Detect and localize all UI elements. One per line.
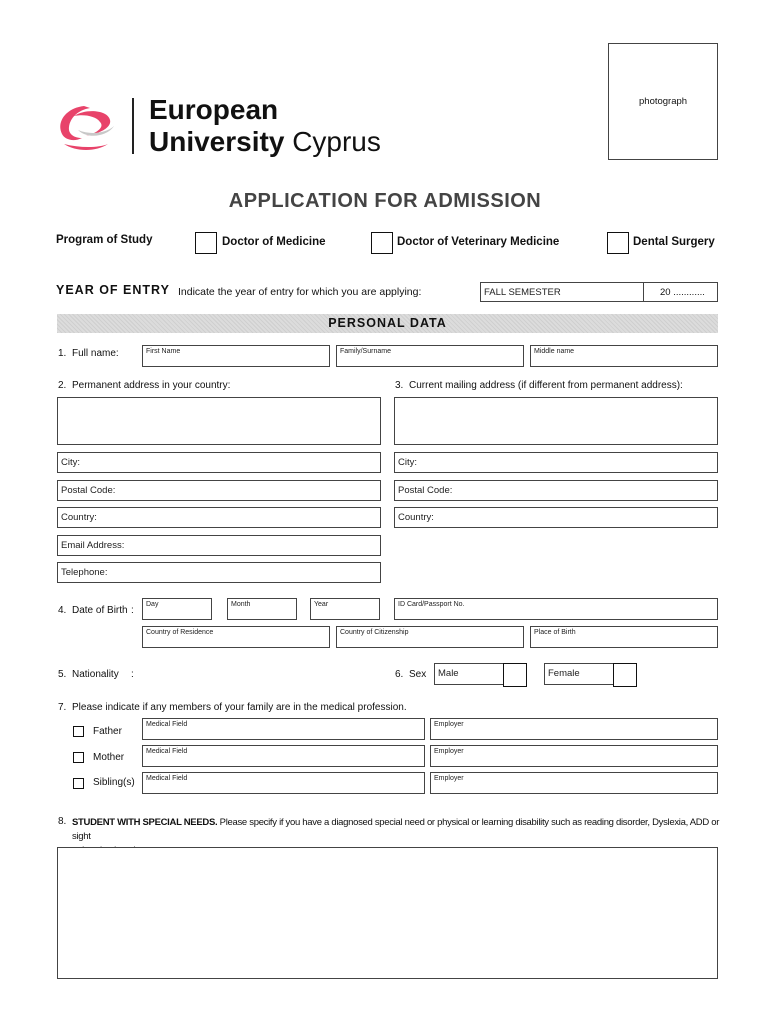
- middle-name-field[interactable]: [530, 345, 718, 367]
- semester-field: [480, 282, 644, 302]
- q4-number: 4.: [58, 605, 67, 616]
- logo-divider: [132, 98, 134, 154]
- dob-day-caption: Day: [146, 601, 159, 608]
- photograph-box[interactable]: [608, 43, 718, 160]
- semester-text: FALL SEMESTER: [484, 287, 561, 298]
- father-label: Father: [93, 726, 122, 737]
- id-passport-field[interactable]: [394, 598, 718, 620]
- q5-label: Nationality: [72, 669, 119, 680]
- mother-label: Mother: [93, 752, 125, 763]
- dob-year-caption: Year: [314, 601, 329, 608]
- telephone-label: Telephone:: [61, 567, 108, 578]
- father-medical-field[interactable]: [142, 718, 425, 740]
- q6-label: Sex: [409, 669, 427, 680]
- q5-colon: :: [131, 669, 134, 680]
- q3-number: 3.: [395, 380, 404, 391]
- program-label: Program of Study: [56, 234, 153, 246]
- q6-number: 6.: [395, 669, 404, 680]
- male-checkbox[interactable]: [503, 663, 527, 687]
- year-text: 20 ............: [660, 287, 705, 298]
- male-label: Male: [438, 668, 459, 679]
- father-medical-caption: Medical Field: [146, 721, 188, 728]
- q3-label: Current mailing address (if different from permanent address):: [409, 380, 683, 391]
- photograph-label: photograph: [639, 96, 688, 107]
- first-name-field[interactable]: [142, 345, 330, 367]
- veterinary-option-label: Doctor of Veterinary Medicine: [397, 236, 560, 248]
- year-entry-instruction: Indicate the year of entry for which you are applying:: [178, 286, 422, 298]
- female-option: [544, 663, 614, 685]
- nationality-field[interactable]: [142, 663, 380, 685]
- year-entry-label: YEAR OF ENTRY: [56, 283, 170, 297]
- father-employer-field[interactable]: [430, 718, 718, 740]
- personal-data-header: [57, 314, 718, 333]
- mailing-country-field[interactable]: [394, 507, 718, 528]
- sibling-medical-caption: Medical Field: [146, 775, 188, 782]
- permanent-address-field[interactable]: [57, 397, 381, 445]
- year-field[interactable]: [643, 282, 718, 302]
- middle-name-caption: Middle name: [534, 348, 575, 355]
- email-field[interactable]: [57, 535, 381, 556]
- permanent-postal-field[interactable]: [57, 480, 381, 501]
- logo-text-cyprus: Cyprus: [292, 126, 381, 157]
- family-name-field[interactable]: [336, 345, 524, 367]
- mother-checkbox[interactable]: [73, 752, 84, 763]
- mailing-city-label: City:: [398, 457, 417, 468]
- special-needs-field[interactable]: [57, 847, 718, 979]
- veterinary-checkbox[interactable]: [371, 232, 393, 254]
- first-name-caption: First Name: [146, 348, 181, 355]
- logo-swoosh-icon: [52, 96, 132, 160]
- university-logo: [52, 92, 392, 162]
- dental-checkbox[interactable]: [607, 232, 629, 254]
- logo-text-line2: [149, 126, 381, 158]
- place-birth-caption: Place of Birth: [534, 629, 576, 636]
- mother-medical-caption: Medical Field: [146, 748, 188, 755]
- mailing-country-label: Country:: [398, 512, 434, 523]
- medicine-checkbox[interactable]: [195, 232, 217, 254]
- mailing-postal-field[interactable]: [394, 480, 718, 501]
- sibling-employer-field[interactable]: [430, 772, 718, 794]
- permanent-city-label: City:: [61, 457, 80, 468]
- q7-label: Please indicate if any members of your family are in the medical profession.: [72, 702, 407, 713]
- q2-number: 2.: [58, 380, 67, 391]
- sibling-label: Sibling(s): [93, 777, 135, 788]
- mother-employer-field[interactable]: [430, 745, 718, 767]
- q8-number: 8.: [58, 816, 67, 827]
- dental-option-label: Dental Surgery: [633, 236, 715, 248]
- dob-year-field[interactable]: [310, 598, 380, 620]
- medicine-option-label: Doctor of Medicine: [222, 236, 326, 248]
- country-residence-field[interactable]: [142, 626, 330, 648]
- q8-description: Please specify if you have a diagnosed special need or physical or learning disability such as reading disorder, Dyslexia, ADD or sight: [72, 817, 720, 842]
- permanent-postal-label: Postal Code:: [61, 485, 116, 496]
- female-label: Female: [548, 668, 580, 679]
- id-passport-caption: ID Card/Passport No.: [398, 601, 465, 608]
- q1-label: Full name:: [72, 348, 119, 359]
- mailing-city-field[interactable]: [394, 452, 718, 473]
- mother-employer-caption: Employer: [434, 748, 464, 755]
- q7-number: 7.: [58, 702, 67, 713]
- q2-label: Permanent address in your country:: [72, 380, 231, 391]
- permanent-city-field[interactable]: [57, 452, 381, 473]
- mailing-address-field[interactable]: [394, 397, 718, 445]
- mailing-postal-label: Postal Code:: [398, 485, 453, 496]
- place-birth-field[interactable]: [530, 626, 718, 648]
- dob-month-caption: Month: [231, 601, 251, 608]
- q4-colon: :: [131, 605, 134, 616]
- q5-number: 5.: [58, 669, 67, 680]
- q1-number: 1.: [58, 348, 67, 359]
- logo-text-line1: European: [149, 94, 279, 125]
- female-checkbox[interactable]: [613, 663, 637, 687]
- father-employer-caption: Employer: [434, 721, 464, 728]
- sibling-medical-field[interactable]: [142, 772, 425, 794]
- email-label: Email Address:: [61, 540, 125, 551]
- permanent-country-label: Country:: [61, 512, 97, 523]
- country-citizenship-caption: Country of Citizenship: [340, 629, 409, 636]
- mother-medical-field[interactable]: [142, 745, 425, 767]
- country-citizenship-field[interactable]: [336, 626, 524, 648]
- dob-month-field[interactable]: [227, 598, 297, 620]
- sibling-checkbox[interactable]: [73, 778, 84, 789]
- form-title: APPLICATION FOR ADMISSION: [228, 190, 542, 212]
- dob-day-field[interactable]: [142, 598, 212, 620]
- logo-text-university: University: [149, 126, 285, 157]
- father-checkbox[interactable]: [73, 726, 84, 737]
- personal-data-title: PERSONAL DATA: [328, 316, 447, 330]
- sibling-employer-caption: Employer: [434, 775, 464, 782]
- q4-label: Date of Birth: [72, 605, 128, 616]
- country-residence-caption: Country of Residence: [146, 629, 214, 636]
- permanent-country-field[interactable]: [57, 507, 381, 528]
- male-option: [434, 663, 504, 685]
- q8-bold-label: STUDENT WITH SPECIAL NEEDS.: [72, 817, 218, 828]
- family-name-caption: Family/Surname: [340, 348, 391, 355]
- telephone-field[interactable]: [57, 562, 381, 583]
